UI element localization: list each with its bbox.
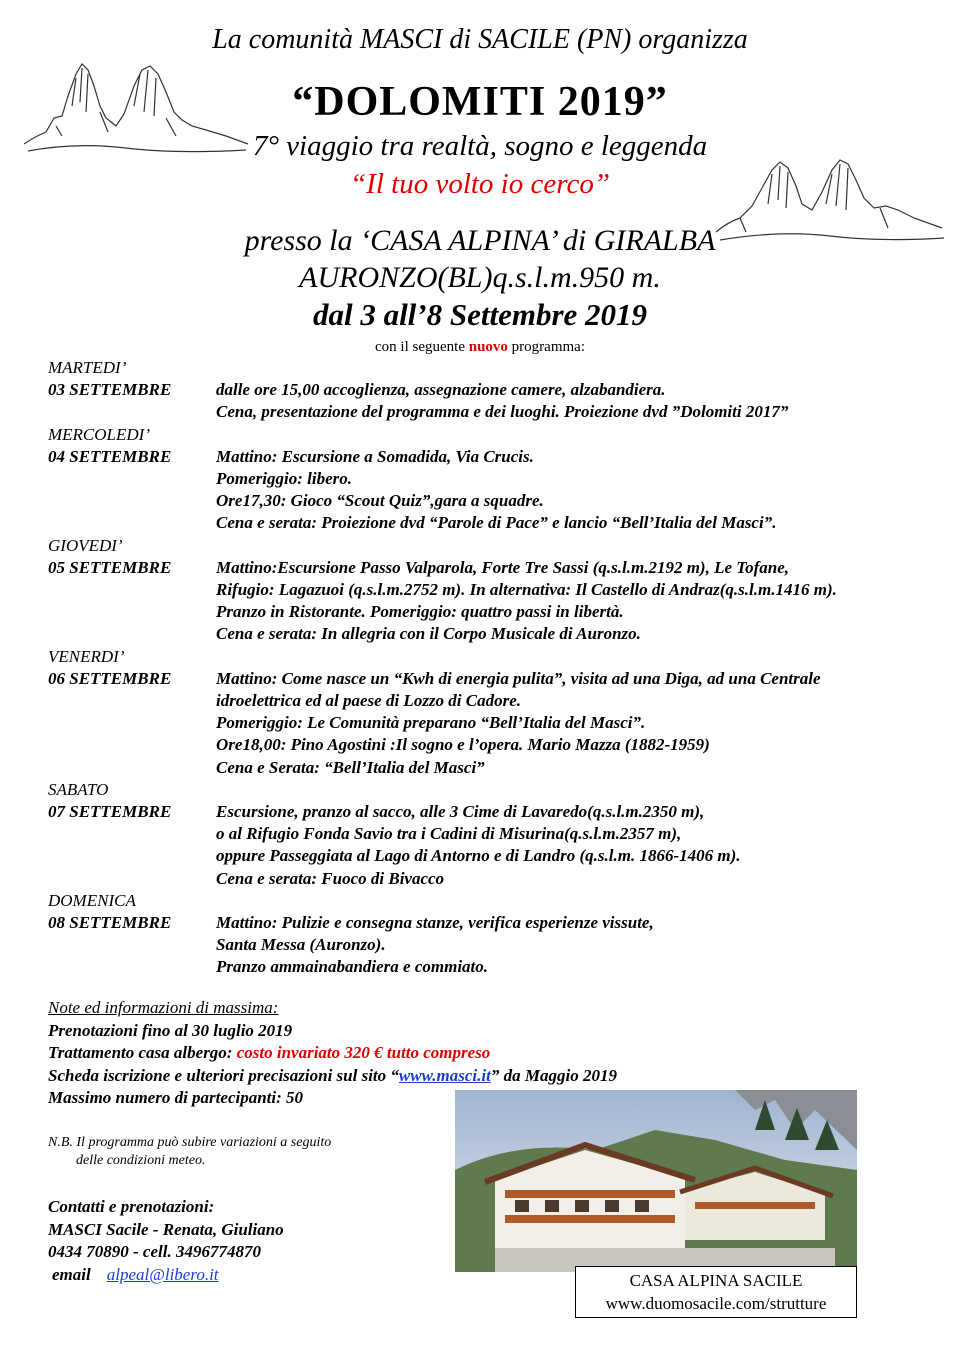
contact-phones: 0434 70890 - cell. 3496774870 bbox=[48, 1242, 261, 1261]
schedule-line: dalle ore 15,00 accoglienza, assegnazione camere, alzabandiera. bbox=[216, 380, 666, 400]
schedule-date: 04 SETTEMBRE bbox=[48, 446, 172, 466]
schedule-line: Ore17,30: Gioco “Scout Quiz”,gara a squadre. bbox=[216, 491, 544, 511]
schedule-line: Cena e serata: Fuoco di Bivacco bbox=[216, 868, 445, 888]
schedule-date: 08 SETTEMBRE bbox=[48, 913, 172, 933]
schedule-line: Mattino: Come nasce un “Kwh di energia pulita”, visita ad una Diga, ad una Centrale bbox=[216, 668, 821, 688]
notes-heading: Note ed informazioni di massima: bbox=[48, 998, 279, 1017]
schedule-day-label: MERCOLEDI’ bbox=[48, 424, 150, 444]
schedule-line: Pranzo ammainabandiera e commiato. bbox=[216, 957, 489, 977]
schedule bbox=[48, 357, 928, 979]
schedule-line: Cena e serata: Proiezione dvd “Parole di Pace” e lancio “Bell’Italia del Masci”. bbox=[216, 513, 777, 533]
location-line-2: AURONZO(BL)q.s.l.m.950 m. bbox=[299, 261, 661, 294]
schedule-line: Rifugio: Lagazuoi (q.s.l.m.2752 m). In alternativa: Il Castello di Andraz(q.s.l.m.1416 m). bbox=[216, 580, 837, 600]
schedule-line: Pomeriggio: libero. bbox=[216, 469, 352, 489]
schedule-day-label: SABATO bbox=[48, 779, 109, 799]
max-participants: Massimo numero di partecipanti: 50 bbox=[48, 1088, 304, 1107]
schedule-line: Cena, presentazione del programma e dei luoghi. Proiezione dvd ”Dolomiti 2017” bbox=[216, 402, 789, 422]
schedule-day-label: GIOVEDI’ bbox=[48, 535, 123, 555]
subtitle: 7° viaggio tra realtà, sogno e leggenda bbox=[252, 130, 708, 162]
form-info-line: Scheda iscrizione e ulteriori precisazioni sul sito “www.masci.it” da Maggio 2019 bbox=[48, 1065, 617, 1085]
schedule-line: Mattino: Escursione a Somadida, Via Crucis. bbox=[216, 446, 534, 466]
schedule-line: Cena e serata: In allegria con il Corpo Musicale di Auronzo. bbox=[216, 624, 641, 644]
motto: “Il tuo volto io cerco” bbox=[350, 168, 610, 200]
contacts-heading: Contatti e prenotazioni: bbox=[48, 1197, 215, 1216]
price-highlight: costo invariato 320 € tutto compreso bbox=[236, 1043, 491, 1062]
schedule-date: 07 SETTEMBRE bbox=[48, 802, 172, 822]
caption-title: CASA ALPINA SACILE bbox=[629, 1271, 803, 1290]
email-link[interactable]: alpeal@libero.it bbox=[106, 1264, 219, 1284]
schedule-line: o al Rifugio Fonda Savio tra i Cadini di Misurina(q.s.l.m.2357 m), bbox=[216, 824, 682, 844]
schedule-day-label: MARTEDI’ bbox=[48, 358, 127, 377]
new-highlight: nuovo bbox=[468, 339, 508, 355]
contact-names: MASCI Sacile - Renata, Giuliano bbox=[48, 1219, 284, 1239]
schedule-line: Mattino: Pulizie e consegna stanze, verifica esperienze vissute, bbox=[216, 913, 654, 933]
program-intro: con il seguente nuovo programma: bbox=[375, 339, 585, 355]
schedule-line: Santa Messa (Auronzo). bbox=[216, 935, 386, 955]
schedule-line: Pomeriggio: Le Comunità preparano “Bell’Italia del Masci”. bbox=[216, 713, 646, 733]
contacts-section bbox=[48, 1196, 284, 1286]
photo-caption bbox=[575, 1266, 857, 1318]
organizer-line: La comunità MASCI di SACILE (PN) organizza bbox=[212, 24, 748, 55]
schedule-line: Pranzo in Ristorante. Pomeriggio: quattro passi in libertà. bbox=[216, 602, 624, 622]
booking-deadline: Prenotazioni fino al 30 luglio 2019 bbox=[48, 1020, 293, 1040]
location-line-1: presso la ‘CASA ALPINA’ di GIRALBA bbox=[244, 224, 716, 257]
schedule-day-label: DOMENICA bbox=[48, 890, 136, 910]
masci-website-link[interactable]: www.masci.it bbox=[398, 1065, 491, 1085]
schedule-line: Escursione, pranzo al sacco, alle 3 Cime di Lavaredo(q.s.l.m.2350 m), bbox=[216, 802, 705, 822]
schedule-line: oppure Passeggiata al Lago di Antorno e di Landro (q.s.l.m. 1866-1406 m). bbox=[216, 846, 741, 866]
schedule-date: 05 SETTEMBRE bbox=[48, 557, 172, 577]
schedule-line: Mattino:Escursione Passo Valparola, Forte Tre Sassi (q.s.l.m.2192 m), Le Tofane, bbox=[216, 557, 790, 577]
schedule-day-label: VENERDI’ bbox=[48, 646, 125, 666]
caption-url: www.duomosacile.com/strutture bbox=[605, 1294, 827, 1313]
casa-alpina-photo bbox=[455, 1090, 857, 1272]
schedule-line: idroelettrica ed al paese di Lozzo di Cadore. bbox=[216, 691, 522, 711]
nb-note: N.B. Il programma può subire variazioni a seguito delle condizioni meteo. bbox=[48, 1135, 332, 1168]
event-dates: dal 3 all’8 Settembre 2019 bbox=[312, 297, 648, 332]
contact-email-line: email alpeal@libero.it bbox=[52, 1264, 219, 1284]
schedule-line: Cena e Serata: “Bell’Italia del Masci” bbox=[216, 757, 485, 777]
schedule-date: 06 SETTEMBRE bbox=[48, 668, 172, 688]
treatment-line: Trattamento casa albergo: costo invariato 320 € tutto compreso bbox=[48, 1043, 491, 1062]
schedule-date: 03 SETTEMBRE bbox=[48, 380, 172, 400]
page-title: “DOLOMITI 2019” bbox=[292, 79, 668, 125]
schedule-line: Ore18,00: Pino Agostini :Il sogno e l’opera. Mario Mazza (1882-1959) bbox=[216, 735, 710, 755]
